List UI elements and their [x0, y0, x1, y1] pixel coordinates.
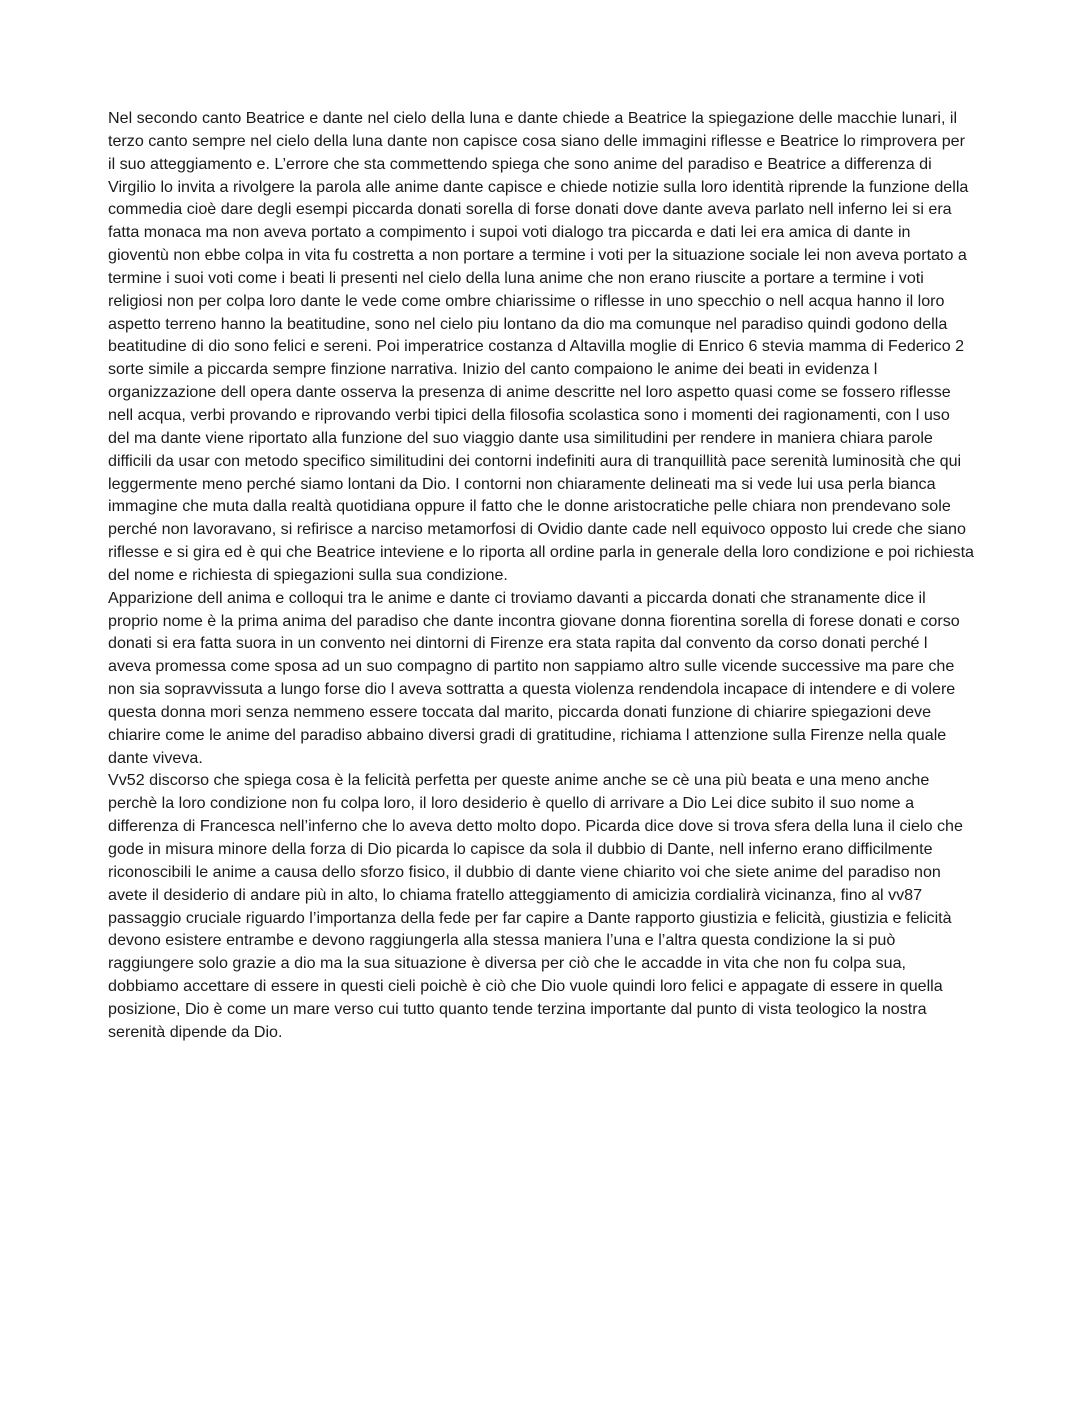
paragraph-2: Apparizione dell anima e colloqui tra le anime e dante ci troviamo davanti a piccarda donati che stranamente dice il proprio nome è la prima anima del paradiso che dante incontra giovane donna fiorentina sorella di forese donati e corso donati si era fatta suora in un convento nei dintorni di Firenze era stata rapita dal convento da corso donati perché l aveva promessa come sposa ad un suo compagno di partito non sappiamo altro sulle vicende successive ma pare che non sia sopravvissuta a lungo forse dio l aveva sottratta a questa violenza rendendola incapace di intendere e di volere questa donna mori senza nemmeno essere toccata dal marito, piccarda donati funzione di chiarire spiegazioni deve chiarire come le anime del paradiso abbaino diversi gradi di gratitudine, richiama l attenzione sulla Firenze nella quale dante viveva. [108, 588, 960, 767]
document-page [108, 107, 974, 1044]
paragraph-3: Vv52 discorso che spiega cosa è la felicità perfetta per queste anime anche se cè una più beata e una meno anche perchè la loro condizione non fu colpa loro, il loro desiderio è quello di arrivare a Dio Lei dice subito il suo nome a differenza di Francesca nell’inferno che lo aveva detto molto dopo. Picarda dice dove si trova sfera della luna il cielo che gode in misura minore della forza di Dio picarda lo capisce da sola il dubbio di Dante, nell inferno erano difficilmente riconoscibili le anime a causa dello sforzo fisico, il dubbio di dante viene chiarito voi che siete anime del paradiso non avete il desiderio di andare più in alto, lo chiama fratello atteggiamento di amicizia cordialirà vicinanza, fino al vv87 passaggio cruciale riguardo l’importanza della fede per far capire a Dante rapporto giustizia e felicità, giustizia e felicità devono esistere entrambe e devono raggiungerla alla stessa maniera l’una e l’altra questa condizione la si può raggiungere solo grazie a dio ma la sua situazione è diversa per ciò che le accadde in vita che non fu colpa sua, dobbiamo accettare di essere in questi cieli poichè è ciò che Dio vuole quindi loro felici e appagate di essere in quella posizione, Dio è come un mare verso cui tutto quanto tende terzina importante dal punto di vista teologico la nostra serenità dipende da Dio. [108, 771, 963, 1041]
paragraph-1: Nel secondo canto Beatrice e dante nel cielo della luna e dante chiede a Beatrice la spiegazione delle macchie lunari, il terzo canto sempre nel cielo della luna dante non capisce cosa siano delle immagini riflesse e Beatrice lo rimprovera per il suo atteggiamento e. L’errore che sta commettendo spiega che sono anime del paradiso e Beatrice a differenza di Virgilio lo invita a rivolgere la parola alle anime dante capisce e chiede notizie sulla loro identità riprende la funzione della commedia cioè dare degli esempi piccarda donati sorella di forse donati dove dante aveva parlato nell inferno lei si era fatta monaca ma non aveva portato a compimento i supoi voti dialogo tra piccarda e dati lei era amica di dante in gioventù non ebbe colpa in vita fu costretta a non portare a termine i voti per la situazione sociale lei non aveva portato a termine i suoi voti come i beati li presenti nel cielo della luna anime che non erano riuscite a portare a termine i voti religiosi non per colpa loro dante le vede come ombre chiarissime o riflesse in uno specchio o nell acqua hanno il loro aspetto terreno hanno la beatitudine, sono nel cielo piu lontano da dio ma comunque nel paradiso quindi godono della beatitudine di dio sono felici e sereni. Poi imperatrice costanza d Altavilla moglie di Enrico 6 stevia mamma di Federico 2 sorte simile a piccarda sempre finzione narrativa. Inizio del canto compaiono le anime dei beati in evidenza l organizzazione dell opera dante osserva la presenza di anime descritte nel loro aspetto quasi come se fossero riflesse nell acqua, verbi provando e riprovando verbi tipici della filosofia scolastica sono i momenti dei ragionamenti, con l uso del ma dante viene riportato alla funzione del suo viaggio dante usa similitudini per rendere in maniera chiara parole difficili da usar con metodo specifico similitudini dei contorni indefiniti aura di tranquillità pace serenità luminosità che qui leggermente meno perché siamo lontani da Dio. I contorni non chiaramente delineati ma si vede lui usa perla bianca immagine che muta dalla realtà quotidiana oppure il fatto che le donne aristocratiche pelle chiara non prendevano sole perché non lavoravano, si refirisce a narciso metamorfosi di Ovidio dante cade nell equivoco opposto lui crede che siano riflesse e si gira ed è qui che Beatrice inteviene e lo riporta all ordine parla in generale della loro condizione e poi richiesta del nome e richiesta di spiegazioni sulla sua condizione. [108, 109, 974, 584]
